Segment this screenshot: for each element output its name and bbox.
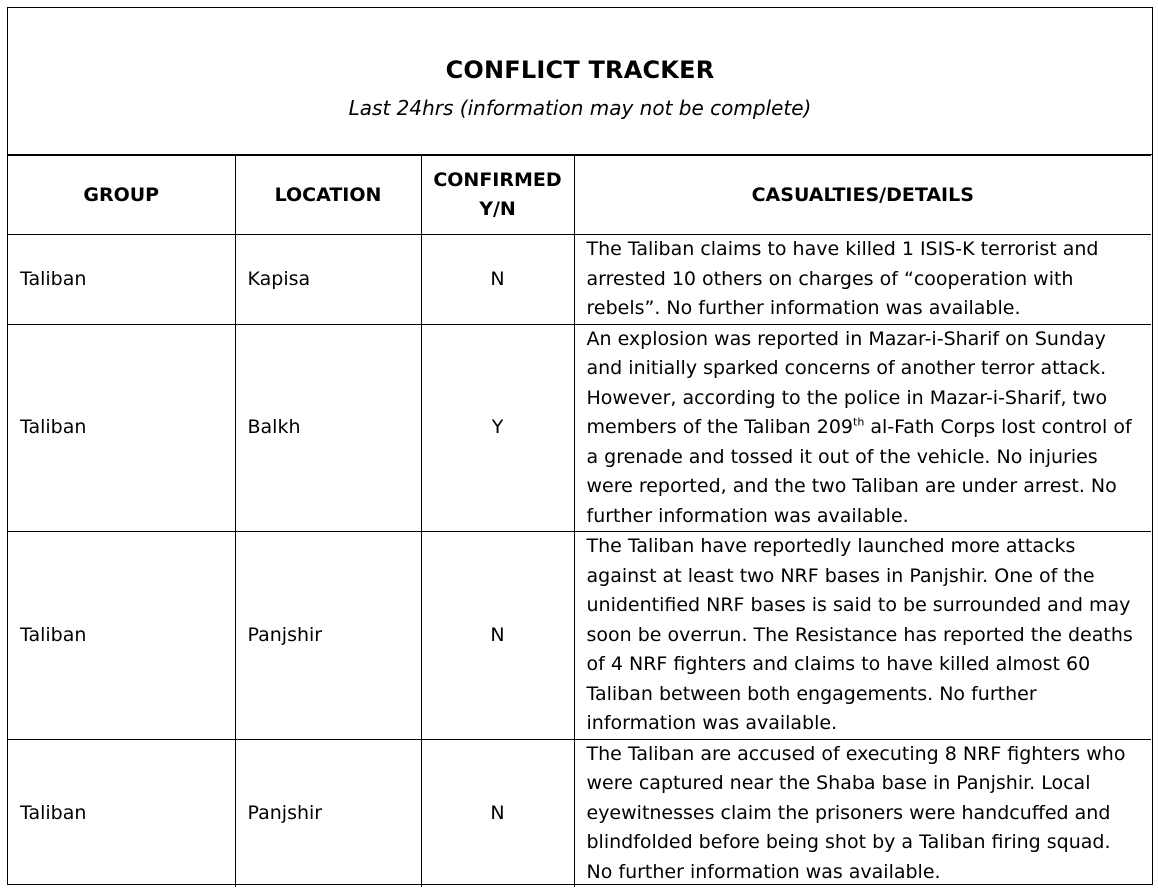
details-cell: The Taliban are accused of executing 8 NRF fighters who were captured near the Shaba base in Panjshir. Local eyewitnesses claim the prisoners were handcuffed and blindfolded before being shot by a Taliban firing squad. No further information was available. [574,739,1151,887]
table-row [8,739,1151,887]
column-header-location: LOCATION [235,156,421,235]
details-ordinal-suffix: th [853,415,865,429]
location-cell: Kapisa [235,235,421,325]
column-header-confirmed [421,156,574,235]
page-subtitle: Last 24hrs (information may not be complete) [348,96,812,120]
group-cell: Taliban [8,235,235,325]
location-cell: Balkh [235,324,421,532]
confirmed-cell: N [421,235,574,325]
confirmed-cell: N [421,532,574,740]
group-cell: Taliban [8,532,235,740]
conflict-table [8,155,1151,887]
column-header-details: CASUALTIES/DETAILS [574,156,1151,235]
table-header-row [8,156,1151,235]
details-text-before: An explosion was reported in Mazar-i-Sharif on Sunday and initially sparked concerns of another terror attack. However, according to the police in Mazar-i-Sharif, two members of the Taliban 209 [586,327,1108,438]
table-row [8,235,1151,325]
details-cell: The Taliban claims to have killed 1 ISIS-K terrorist and arrested 10 others on charges of “cooperation with rebels”. No further information was available. [574,235,1151,325]
location-cell: Panjshir [235,739,421,887]
conflict-tracker-document [7,7,1153,885]
location-cell: Panjshir [235,532,421,740]
details-text-after: al-Fath Corps lost control of a grenade and tossed it out of the vehicle. No injuries were reported, and the two Taliban are under arrest. No further information was available. [586,416,1132,527]
column-header-confirmed-line2: Y/N [479,198,516,220]
header [8,8,1152,155]
group-cell: Taliban [8,739,235,887]
details-cell [574,324,1151,532]
details-cell: The Taliban have reportedly launched more attacks against at least two NRF bases in Panjshir. One of the unidentified NRF bases is said to be surrounded and may soon be overrun. The Resistance has reported the deaths of 4 NRF fighters and claims to have killed almost 60 Taliban between both engagements. No further information was available. [574,532,1151,740]
page-title: CONFLICT TRACKER [445,56,715,84]
group-cell: Taliban [8,324,235,532]
column-header-confirmed-line1: CONFIRMED [433,169,562,191]
column-header-group: GROUP [8,156,235,235]
table-row [8,532,1151,740]
confirmed-cell: N [421,739,574,887]
confirmed-cell: Y [421,324,574,532]
table-row [8,324,1151,532]
